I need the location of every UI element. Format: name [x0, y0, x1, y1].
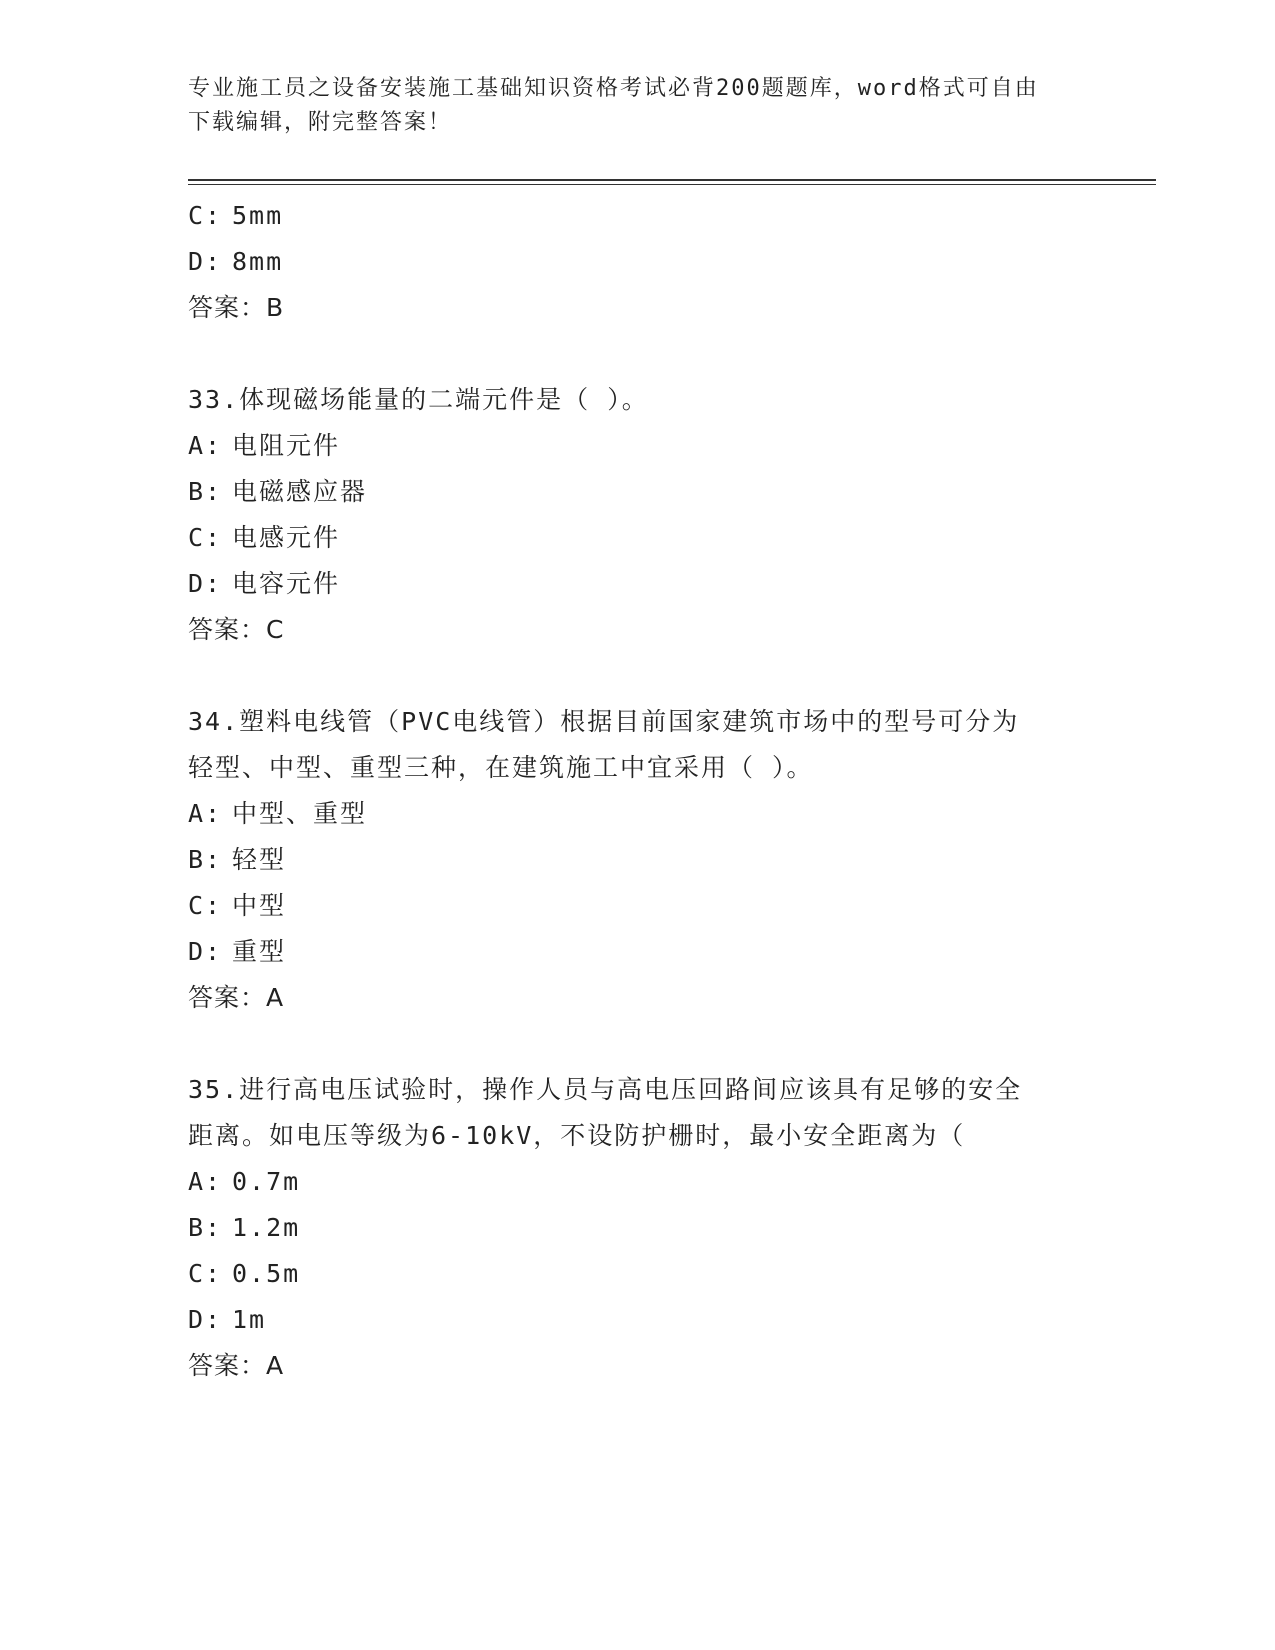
option-text: 电磁感应器: [232, 477, 368, 506]
question-text-continued: 轻型、中型、重型三种，在建筑施工中宜采用（ ）。: [188, 753, 814, 782]
spacer: [188, 331, 1088, 377]
option-key: A:: [188, 1167, 223, 1196]
option-text: 中型: [232, 891, 287, 920]
option-d: [188, 561, 1088, 607]
question-text: 35.进行高电压试验时，操作人员与高电压回路间应该具有足够的安全: [188, 1075, 1023, 1104]
answer-line: 答案：B: [188, 293, 285, 322]
option-key: A:: [188, 431, 223, 460]
header-divider-thick: [188, 179, 1156, 181]
option-text: 电感元件: [232, 523, 341, 552]
option-c: [188, 515, 1088, 561]
option-a: [188, 1159, 1088, 1205]
option-key: A:: [188, 799, 223, 828]
option-b: [188, 469, 1088, 515]
question-33: [188, 377, 1088, 653]
question-35: [188, 1067, 1088, 1389]
option-key: C:: [188, 891, 223, 920]
option-text: 1m: [232, 1305, 267, 1334]
spacer: [188, 653, 1088, 699]
option-key: D:: [188, 247, 223, 276]
option-d: [188, 1297, 1088, 1343]
option-key: D:: [188, 569, 223, 598]
option-b: [188, 1205, 1088, 1251]
option-key: C:: [188, 523, 223, 552]
option-key: C:: [188, 1259, 223, 1288]
option-key: B:: [188, 477, 223, 506]
option-c: [188, 1251, 1088, 1297]
option-key: C:: [188, 201, 223, 230]
option-text: 电容元件: [232, 569, 341, 598]
answer-line: 答案：A: [188, 1351, 285, 1380]
header-line-1: 专业施工员之设备安装施工基础知识资格考试必背200题题库，word格式可自由: [188, 76, 1039, 101]
question-content: [188, 193, 1088, 1389]
question-text: 33.体现磁场能量的二端元件是（ ）。: [188, 385, 649, 414]
option-text: 0.5m: [232, 1259, 301, 1288]
header-line-2: 下载编辑，附完整答案！: [188, 110, 453, 135]
spacer: [188, 1021, 1088, 1067]
option-text: 5mm: [232, 201, 284, 230]
option-text: 1.2m: [232, 1213, 301, 1242]
option-a: [188, 791, 1088, 837]
option-text: 轻型: [232, 845, 287, 874]
question-text-continued: 距离。如电压等级为6-10kV，不设防护栅时，最小安全距离为（: [188, 1121, 966, 1150]
question-text: 34.塑料电线管（PVC电线管）根据目前国家建筑市场中的型号可分为: [188, 707, 1020, 736]
option-a: [188, 423, 1088, 469]
answer-line: 答案：C: [188, 615, 285, 644]
option-d: [188, 929, 1088, 975]
option-b: [188, 837, 1088, 883]
option-c: [188, 883, 1088, 929]
option-key: B:: [188, 845, 223, 874]
option-text: 重型: [232, 937, 287, 966]
option-text: 中型、重型: [232, 799, 368, 828]
option-text: 电阻元件: [232, 431, 341, 460]
header-divider-thin: [188, 184, 1156, 185]
option-key: B:: [188, 1213, 223, 1242]
question-34: [188, 699, 1088, 1021]
document-header: [188, 72, 1068, 140]
option-text: 0.7m: [232, 1167, 301, 1196]
option-c: [188, 193, 1088, 239]
option-text: 8mm: [232, 247, 284, 276]
answer-line: 答案：A: [188, 983, 285, 1012]
option-key: D:: [188, 937, 223, 966]
option-key: D:: [188, 1305, 223, 1334]
option-d: [188, 239, 1088, 285]
previous-question-tail: [188, 193, 1088, 331]
